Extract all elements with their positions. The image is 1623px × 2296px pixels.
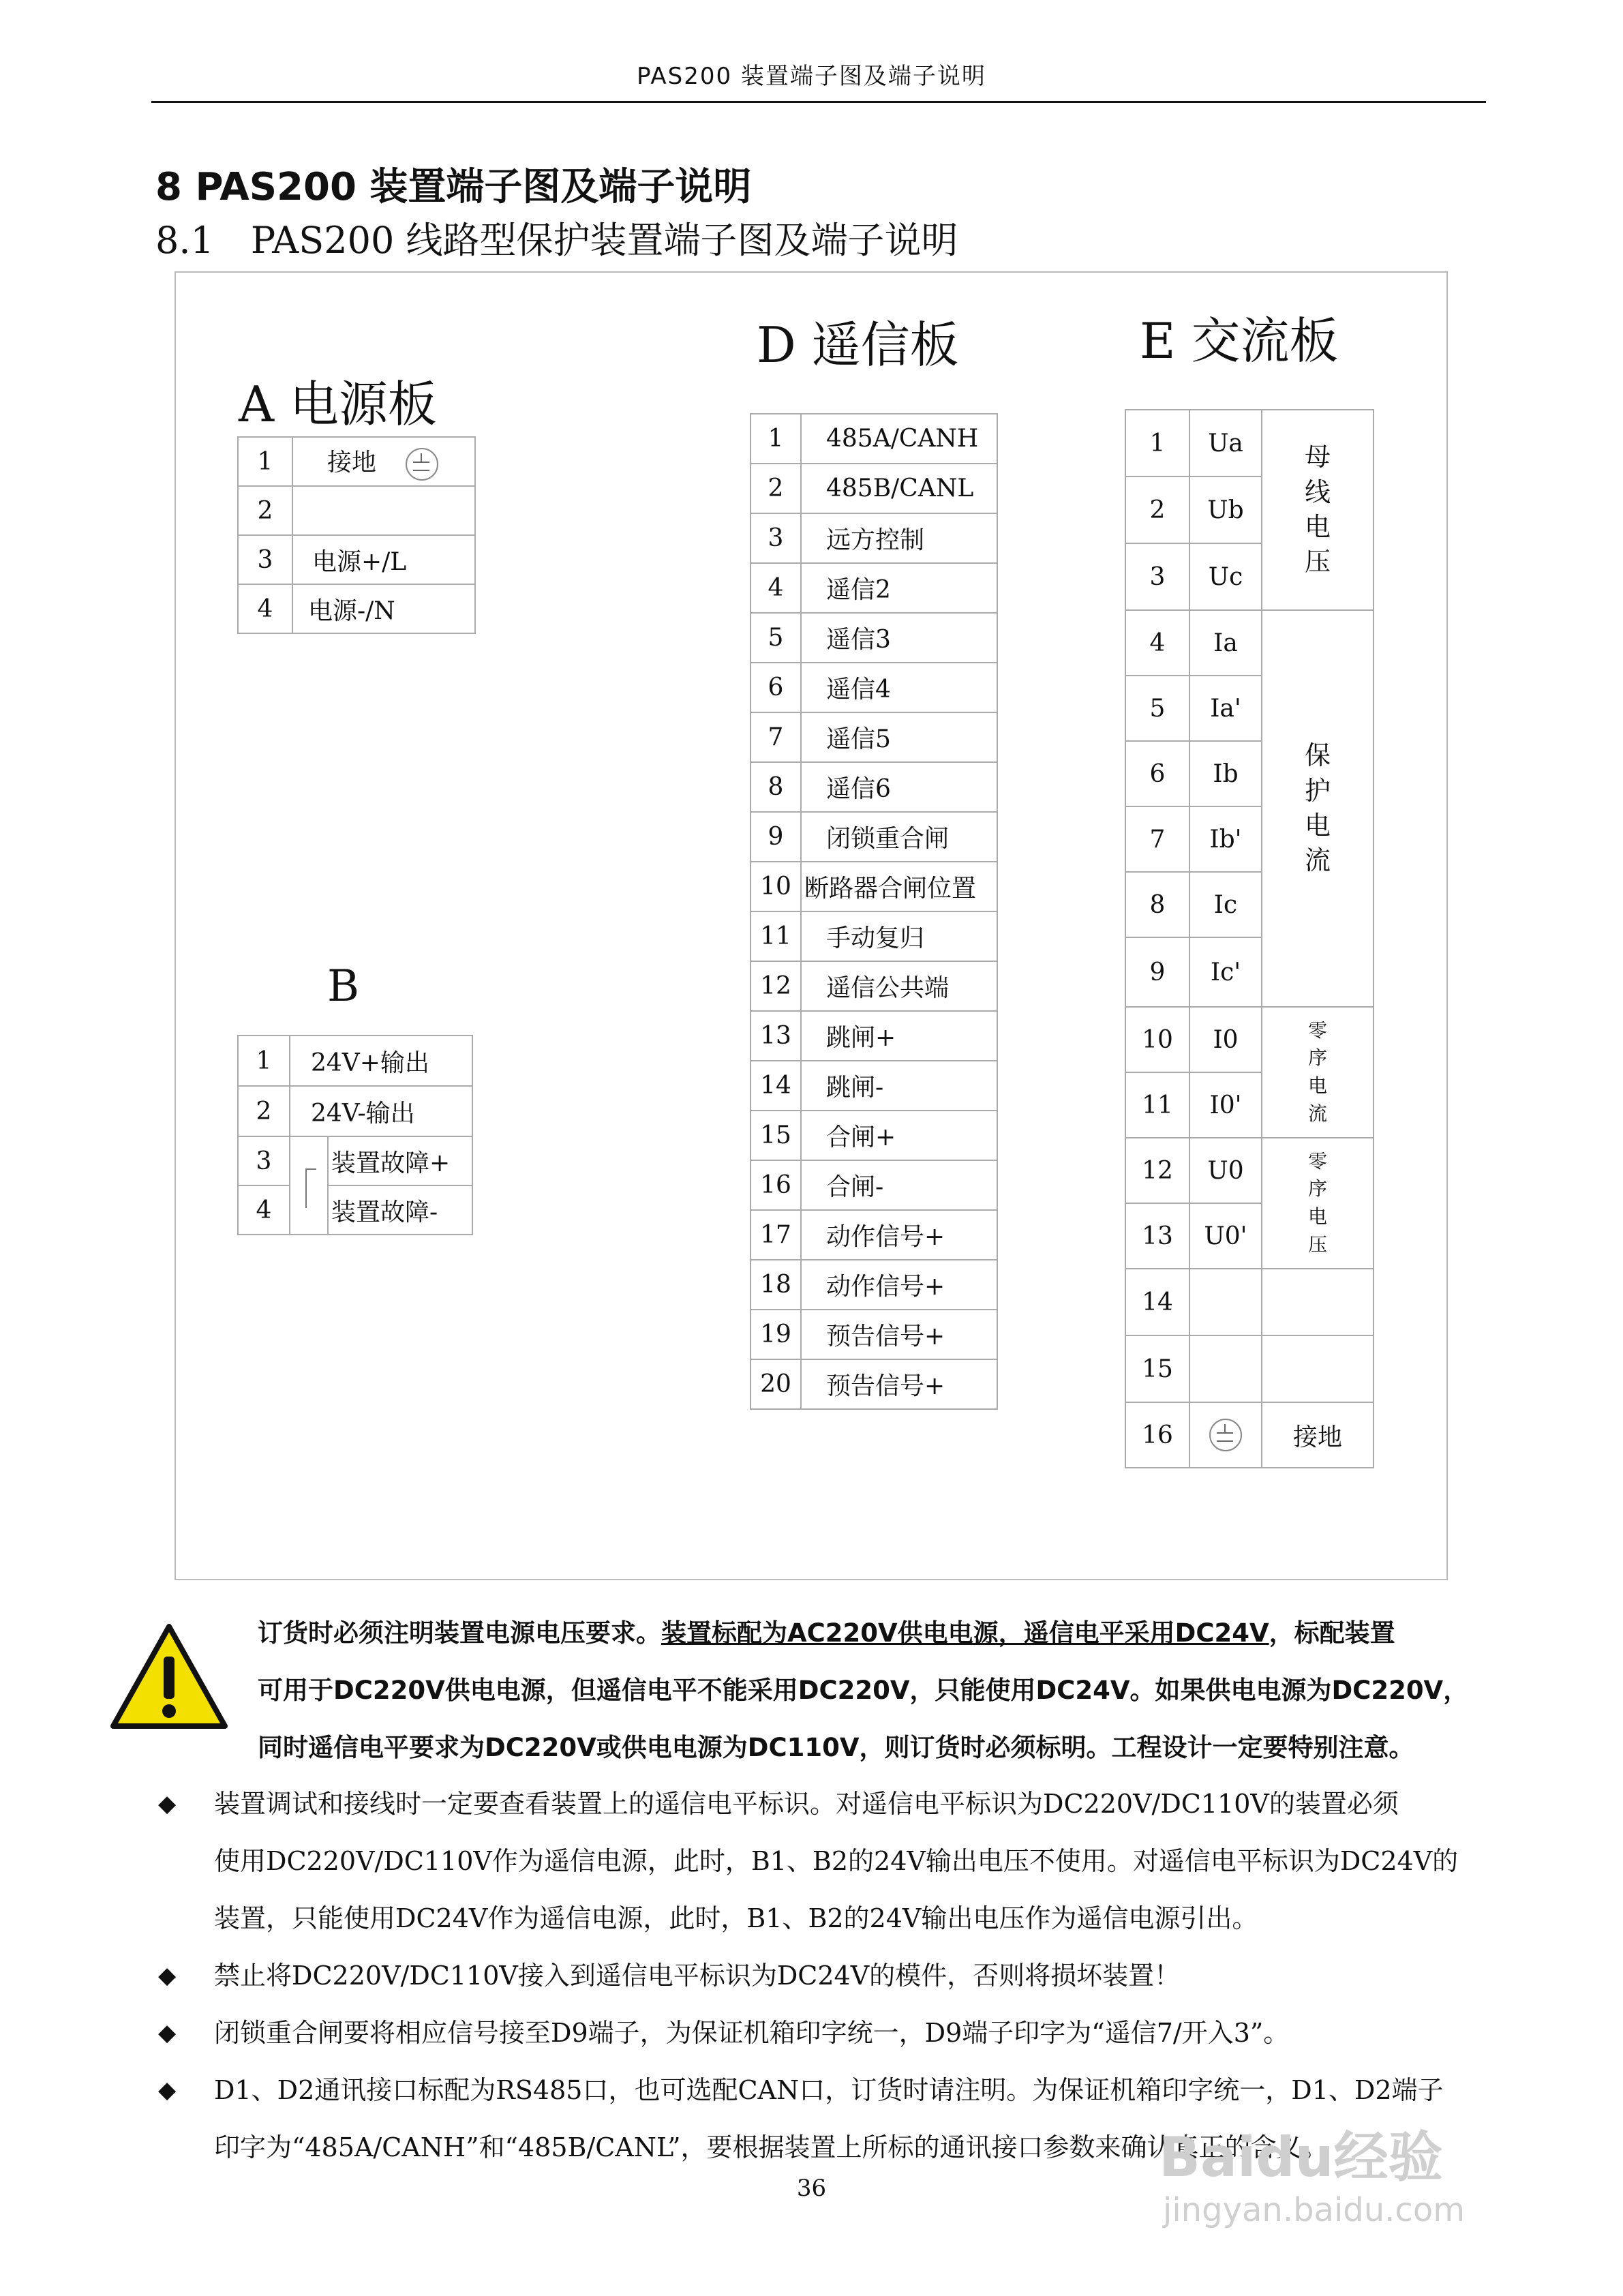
- warning-line-1: [258, 1605, 1485, 1662]
- terminal-label: 485A/CANH: [801, 414, 997, 464]
- terminal-label: 遥信3: [801, 613, 997, 663]
- warning-line-1b: 装置标配为AC220V供电电源，遥信电平采用DC24V: [661, 1618, 1269, 1648]
- group-label-zero-current: [1262, 1007, 1374, 1138]
- header-rule: [151, 101, 1486, 103]
- terminal-row: [750, 961, 997, 1011]
- terminal-row: [750, 613, 997, 663]
- terminal-label: 遥信2: [801, 563, 997, 613]
- warning-line-1a: 订货时必须注明装置电源电压要求。: [258, 1618, 661, 1648]
- terminal-row: [750, 1310, 997, 1359]
- terminal-row: [750, 563, 997, 613]
- watermark-brand: Baidu经验: [1159, 2126, 1443, 2189]
- terminal-number: 11: [1125, 1072, 1189, 1138]
- terminal-label: Ic': [1189, 937, 1262, 1007]
- empty-cell: [1262, 1269, 1374, 1335]
- terminal-row: [750, 1061, 997, 1111]
- diamond-bullet-icon: ◆: [158, 2019, 177, 2046]
- terminal-label: 手动复归: [801, 911, 997, 961]
- group-label-text: 保护电流: [1305, 740, 1331, 876]
- board-d-title: D 遥信板: [757, 316, 959, 374]
- ground-symbol-icon: [1209, 1419, 1242, 1451]
- warning-line-1c: ，标配装置: [1269, 1618, 1395, 1648]
- terminal-number: 2: [238, 486, 292, 535]
- terminal-label: 预告信号+: [801, 1310, 997, 1359]
- terminal-label: I0': [1189, 1072, 1262, 1138]
- terminal-number: 15: [1125, 1335, 1189, 1402]
- terminal-label: 远方控制: [801, 513, 997, 563]
- terminal-row: [750, 1359, 997, 1409]
- terminal-label: [1189, 1335, 1262, 1402]
- terminal-label: Ia: [1189, 610, 1262, 676]
- terminal-row: [750, 464, 997, 513]
- terminal-label: Ic: [1189, 872, 1262, 937]
- terminal-number: 8: [1125, 872, 1189, 937]
- terminal-number: 1: [1125, 410, 1189, 477]
- diamond-bullet-icon: ◆: [158, 1962, 177, 1989]
- group-label-text: 零序电流: [1308, 1018, 1328, 1125]
- terminal-row: [750, 762, 997, 812]
- terminal-label: 断路器合闸位置: [801, 862, 997, 911]
- terminal-row: [750, 1260, 997, 1310]
- terminal-number: 4: [238, 1185, 290, 1235]
- group-label-protect-current: [1262, 610, 1374, 1007]
- terminal-number: 8: [750, 762, 801, 812]
- bullet-item: [158, 1947, 1494, 2004]
- terminal-number: 9: [750, 812, 801, 862]
- bullet-line: 装置调试和接线时一定要查看装置上的遥信电平标识。对遥信电平标识为DC220V/DC110V的装置必须: [214, 1789, 1399, 1819]
- warning-text: [258, 1605, 1485, 1777]
- terminal-row: [750, 1011, 997, 1061]
- terminal-number: 12: [750, 961, 801, 1011]
- terminal-number: 16: [1125, 1402, 1189, 1468]
- terminal-label-text: 接地: [327, 448, 377, 477]
- terminal-label: 动作信号+: [801, 1210, 997, 1260]
- terminal-label: 遥信5: [801, 712, 997, 762]
- ground-symbol-icon: [406, 448, 438, 481]
- terminal-number: 11: [750, 911, 801, 961]
- terminal-label: Ib: [1189, 741, 1262, 806]
- terminal-number: 2: [1125, 477, 1189, 543]
- terminal-number: 9: [1125, 937, 1189, 1007]
- board-e-table: [1125, 409, 1374, 1468]
- terminal-label: U0: [1189, 1138, 1262, 1203]
- terminal-label: 跳闸+: [801, 1011, 997, 1061]
- terminal-row: [750, 414, 997, 464]
- group-label-zero-voltage: [1262, 1138, 1374, 1269]
- terminal-label: 24V+输出: [290, 1036, 472, 1086]
- diamond-bullet-icon: ◆: [158, 1790, 177, 1817]
- terminal-label: U0': [1189, 1203, 1262, 1269]
- terminal-number: 4: [1125, 610, 1189, 676]
- section-heading: 8 PAS200 装置端子图及端子说明: [155, 165, 752, 209]
- bullet-line: 闭锁重合闸要将相应信号接至D9端子，为保证机箱印字统一，D9端子印字为“遥信7/开入3”。: [214, 2018, 1290, 2048]
- terminal-row: [750, 1160, 997, 1210]
- bullet-line: 使用DC220V/DC110V作为遥信电源，此时，B1、B2的24V输出电压不使用。对遥信电平标识为DC24V的: [214, 1846, 1459, 1876]
- terminal-number: 3: [1125, 543, 1189, 610]
- terminal-label: 485B/CANL: [801, 464, 997, 513]
- board-a-title: A 电源板: [239, 376, 437, 433]
- terminal-number: 7: [750, 712, 801, 762]
- subsection-heading: 8.1 PAS200 线路型保护装置端子图及端子说明: [155, 219, 958, 262]
- terminal-number: 2: [750, 464, 801, 513]
- terminal-number: 2: [238, 1086, 290, 1136]
- bullet-item: [158, 1775, 1494, 1947]
- group-label-bus-voltage: [1262, 410, 1374, 610]
- terminal-number: 14: [750, 1061, 801, 1111]
- terminal-label: 动作信号+: [801, 1260, 997, 1310]
- warning-line-2: 可用于DC220V供电电源，但遥信电平不能采用DC220V，只能使用DC24V。如果供电电源为DC220V，: [258, 1676, 1469, 1705]
- terminal-label: 合闸+: [801, 1111, 997, 1160]
- bullet-item: [158, 2004, 1494, 2061]
- terminal-number: 1: [238, 437, 292, 486]
- terminal-number: 13: [750, 1011, 801, 1061]
- bullet-line: 禁止将DC220V/DC110V接入到遥信电平标识为DC24V的模件，否则将损坏装置！: [214, 1961, 1181, 1991]
- terminal-number: 3: [750, 513, 801, 563]
- board-b-table: [237, 1035, 473, 1235]
- terminal-row: [750, 911, 997, 961]
- terminal-label: Ub: [1189, 477, 1262, 543]
- terminal-row: [750, 1210, 997, 1260]
- diamond-bullet-icon: ◆: [158, 2076, 177, 2104]
- terminal-label: Uc: [1189, 543, 1262, 610]
- terminal-number: 10: [750, 862, 801, 911]
- terminal-label: 闭锁重合闸: [801, 812, 997, 862]
- terminal-number: 17: [750, 1210, 801, 1260]
- running-header: PAS200 装置端子图及端子说明: [637, 63, 986, 90]
- terminal-label: 装置故障-: [328, 1185, 472, 1235]
- fault-contact-cell: [290, 1136, 328, 1235]
- terminal-number: 3: [238, 1136, 290, 1185]
- terminal-label: Ib': [1189, 806, 1262, 872]
- terminal-number: 16: [750, 1160, 801, 1210]
- page-number: 36: [796, 2175, 827, 2202]
- terminal-number: 18: [750, 1260, 801, 1310]
- bullet-line: 装置，只能使用DC24V作为遥信电源，此时，B1、B2的24V输出电压作为遥信电源引出。: [214, 1903, 1258, 1933]
- terminal-label: 电源+/L: [292, 535, 475, 584]
- terminal-label: 遥信公共端: [801, 961, 997, 1011]
- terminal-number: 3: [238, 535, 292, 584]
- terminal-row: [750, 862, 997, 911]
- terminal-label: I0: [1189, 1007, 1262, 1072]
- terminal-number: 1: [750, 414, 801, 464]
- terminal-label: [292, 486, 475, 535]
- terminal-number: 5: [750, 613, 801, 663]
- terminal-row: [750, 812, 997, 862]
- terminal-number: 10: [1125, 1007, 1189, 1072]
- terminal-label: 接地: [1262, 1402, 1374, 1468]
- terminal-row: [750, 663, 997, 712]
- terminal-ground-cell: [1189, 1402, 1262, 1468]
- terminal-label: 跳闸-: [801, 1061, 997, 1111]
- terminal-number: 7: [1125, 806, 1189, 872]
- terminal-label: [292, 437, 475, 486]
- terminal-number: 4: [750, 563, 801, 613]
- watermark-url: jingyan.baidu.com: [1163, 2191, 1465, 2229]
- bullet-line: 印字为“485A/CANH”和“485B/CANL”，要根据装置上所标的通讯接口参数来确认真正的含义。: [214, 2132, 1329, 2162]
- terminal-number: 19: [750, 1310, 801, 1359]
- terminal-label: 装置故障+: [328, 1136, 472, 1185]
- warning-line-3: 同时遥信电平要求为DC220V或供电电源为DC110V，则订货时必须标明。工程设计一定要特别注意。: [258, 1733, 1414, 1762]
- terminal-number: 6: [750, 663, 801, 712]
- terminal-number: 12: [1125, 1138, 1189, 1203]
- terminal-label: 遥信4: [801, 663, 997, 712]
- terminal-label: 电源-/N: [292, 584, 475, 633]
- board-a-table: [237, 436, 476, 634]
- terminal-row: [750, 712, 997, 762]
- terminal-label: 24V-输出: [290, 1086, 472, 1136]
- terminal-label: 合闸-: [801, 1160, 997, 1210]
- terminal-number: 4: [238, 584, 292, 633]
- board-d-table: [750, 413, 998, 1410]
- terminal-label: [1189, 1269, 1262, 1335]
- terminal-row: [750, 1111, 997, 1160]
- terminal-label: 预告信号+: [801, 1359, 997, 1409]
- board-e-title: E 交流板: [1140, 312, 1339, 369]
- terminal-label: Ia': [1189, 676, 1262, 741]
- terminal-number: 15: [750, 1111, 801, 1160]
- terminal-label: Ua: [1189, 410, 1262, 477]
- terminal-row: [750, 513, 997, 563]
- terminal-number: 5: [1125, 676, 1189, 741]
- group-label-text: 母线电压: [1305, 442, 1331, 577]
- terminal-number: 1: [238, 1036, 290, 1086]
- terminal-label: 遥信6: [801, 762, 997, 812]
- terminal-number: 14: [1125, 1269, 1189, 1335]
- empty-cell: [1262, 1335, 1374, 1402]
- warning-triangle-icon: [108, 1621, 230, 1733]
- terminal-number: 6: [1125, 741, 1189, 806]
- terminal-number: 20: [750, 1359, 801, 1409]
- board-b-title: B: [327, 961, 360, 1012]
- group-label-text: 零序电压: [1308, 1149, 1328, 1256]
- terminal-number: 13: [1125, 1203, 1189, 1269]
- relay-contact-icon: [305, 1168, 316, 1208]
- bullet-line: D1、D2通讯接口标配为RS485口，也可选配CAN口，订货时请注明。为保证机箱印字统一，D1、D2端子: [214, 2075, 1444, 2105]
